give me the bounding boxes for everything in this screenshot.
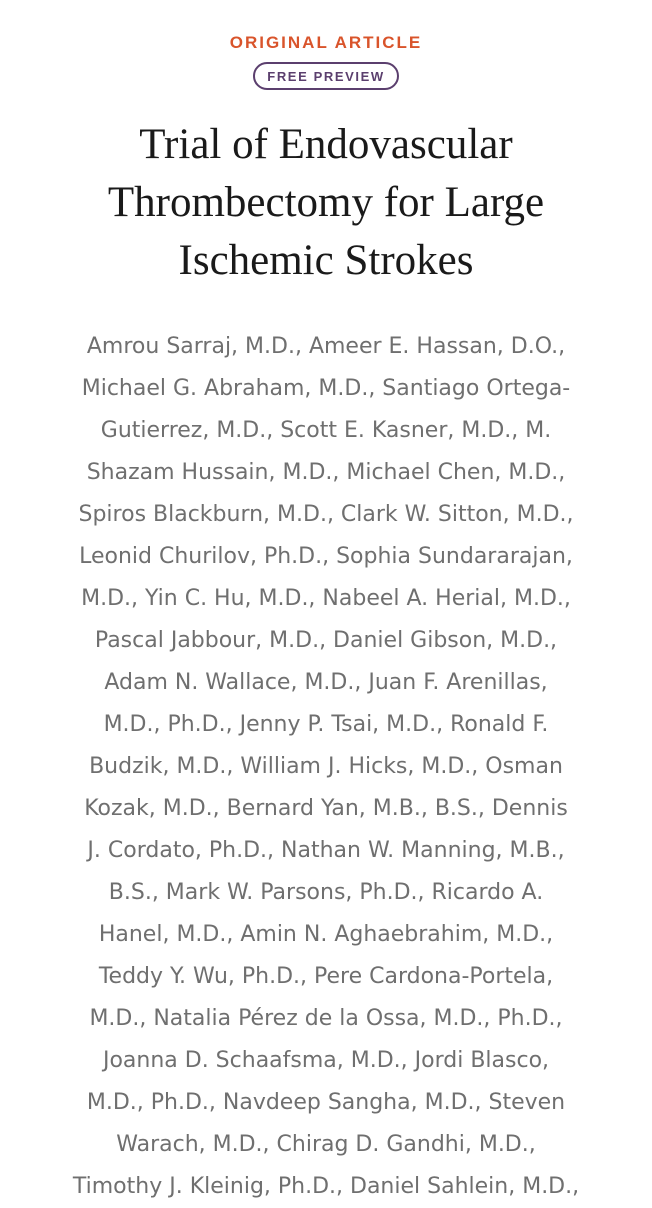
- author-line: Joanna D. Schaafsma, M.D., Jordi Blasco,: [102, 1048, 550, 1073]
- author-line: Pascal Jabbour, M.D., Daniel Gibson, M.D.,: [94, 628, 558, 653]
- author-line: Michael G. Abraham, M.D., Santiago Ortega-: [81, 376, 571, 401]
- author-line: J. Cordato, Ph.D., Nathan W. Manning, M.B.,: [87, 838, 565, 863]
- author-line: M.D., Ph.D., Navdeep Sangha, M.D., Steven: [86, 1090, 566, 1115]
- title-line: Thrombectomy for Large: [107, 179, 545, 226]
- author-line: Adam N. Wallace, M.D., Juan F. Arenillas,: [104, 670, 548, 695]
- free-preview-badge: FREE PREVIEW: [253, 62, 398, 90]
- badge-container: [0, 62, 652, 92]
- author-line: Budzik, M.D., William J. Hicks, M.D., Osman: [89, 754, 563, 779]
- article-title: [46, 116, 606, 290]
- title-line: Trial of Endovascular: [139, 121, 513, 168]
- author-line: Teddy Y. Wu, Ph.D., Pere Cardona-Portela,: [98, 964, 554, 989]
- author-line: Kozak, M.D., Bernard Yan, M.B., B.S., Dennis: [84, 796, 568, 821]
- author-line: M.D., Ph.D., Jenny P. Tsai, M.D., Ronald F.: [103, 712, 549, 737]
- author-line: B.S., Mark W. Parsons, Ph.D., Ricardo A.: [108, 880, 544, 905]
- author-line: Timothy J. Kleinig, Ph.D., Daniel Sahlein, M.D.,: [72, 1174, 580, 1199]
- article-type-label: ORIGINAL ARTICLE: [229, 33, 423, 52]
- author-line: Shazam Hussain, M.D., Michael Chen, M.D.,: [86, 460, 566, 485]
- author-line: Spiros Blackburn, M.D., Clark W. Sitton, M.D.,: [78, 502, 574, 527]
- author-line: M.D., Yin C. Hu, M.D., Nabeel A. Herial, M.D.,: [81, 586, 571, 611]
- author-line: M.D., Natalia Pérez de la Ossa, M.D., Ph.D.,: [89, 1006, 563, 1031]
- author-list: [26, 326, 626, 1208]
- author-line: Gutierrez, M.D., Scott E. Kasner, M.D., M.: [100, 418, 552, 443]
- author-line: Hanel, M.D., Amin N. Aghaebrahim, M.D.,: [98, 922, 554, 947]
- author-line: Amrou Sarraj, M.D., Ameer E. Hassan, D.O.,: [86, 334, 566, 359]
- title-line: Ischemic Strokes: [178, 237, 474, 284]
- author-line: Leonid Churilov, Ph.D., Sophia Sundararajan,: [79, 544, 573, 569]
- author-line: Warach, M.D., Chirag D. Gandhi, M.D.,: [116, 1132, 536, 1157]
